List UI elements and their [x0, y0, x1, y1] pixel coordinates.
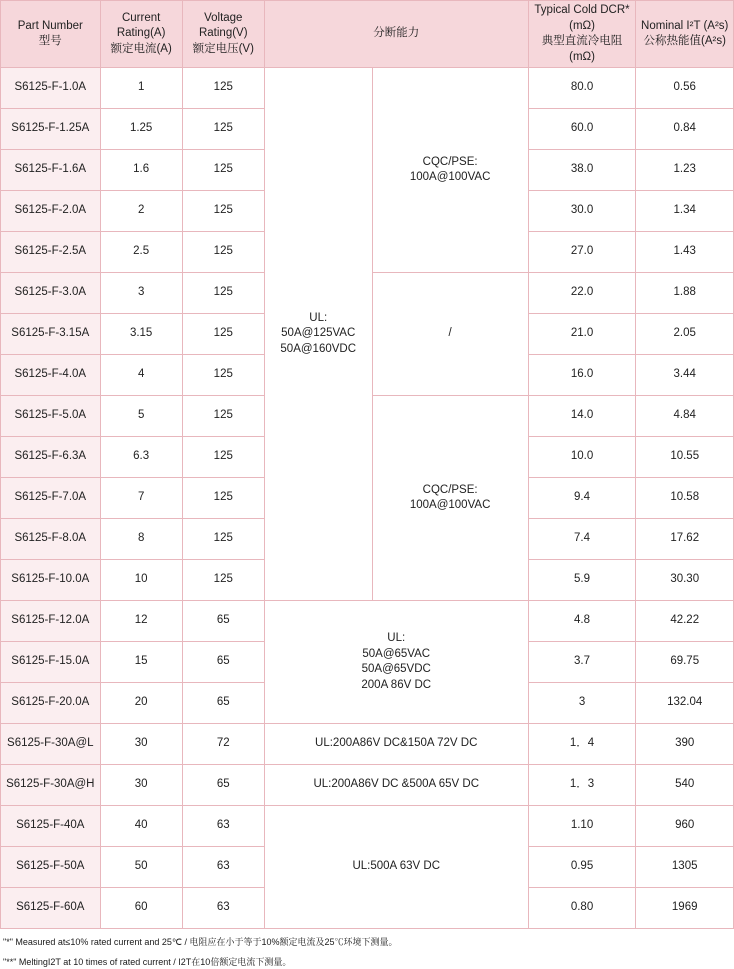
header-current-rating-zh: 额定电流(A) [110, 42, 172, 55]
breaking-ul65-line2: 50A@65VAC [362, 647, 431, 660]
breaking-cqc-top-line1: CQC/PSE: [422, 155, 478, 168]
cell-current-rating: 4 [100, 355, 182, 396]
breaking-cqc-top-line2: 100A@100VAC [409, 171, 491, 184]
cell-part-number: S6125-F-7.0A [1, 478, 101, 519]
cell-current-rating: 2 [100, 191, 182, 232]
cell-cold-resistance: 3.7 [528, 642, 636, 683]
cell-cold-resistance: 60.0 [528, 109, 636, 150]
cell-breaking-capacity-ul125 [264, 68, 372, 601]
cell-cold-resistance: 21.0 [528, 314, 636, 355]
footnote-cold-resistance: "*" Measured at≤10% rated current and 25℃ / 电阻应在小于等于10%额定电流及25℃环境下测量。 [3, 937, 398, 948]
cell-nominal-i2t: 2.05 [636, 314, 734, 355]
breaking-ul65-line3: 50A@65VDC [361, 663, 431, 676]
cell-nominal-i2t: 1.88 [636, 273, 734, 314]
table-row [1, 68, 734, 109]
table-row [1, 601, 734, 642]
cell-cold-resistance: 5.9 [528, 560, 636, 601]
cell-current-rating: 30 [100, 765, 182, 806]
cell-part-number: S6125-F-3.0A [1, 273, 101, 314]
cell-part-number: S6125-F-5.0A [1, 396, 101, 437]
cell-part-number: S6125-F-30A@L [1, 724, 101, 765]
header-nominal-i2t [636, 1, 734, 68]
cell-current-rating: 40 [100, 806, 182, 847]
cell-breaking-capacity-ul65 [264, 601, 528, 724]
cell-breaking-capacity-cqc-top [372, 68, 528, 273]
cell-cold-resistance: 1．4 [528, 724, 636, 765]
cell-part-number: S6125-F-50A [1, 847, 101, 888]
cell-voltage-rating: 125 [182, 68, 264, 109]
cell-voltage-rating: 125 [182, 560, 264, 601]
cell-cold-resistance: 0.95 [528, 847, 636, 888]
cell-nominal-i2t: 10.58 [636, 478, 734, 519]
table-row [1, 806, 734, 847]
cell-part-number: S6125-F-3.15A [1, 314, 101, 355]
breaking-ul125-line2: 50A@125VAC [281, 327, 356, 340]
cell-nominal-i2t: 1.34 [636, 191, 734, 232]
cell-cold-resistance: 10.0 [528, 437, 636, 478]
cell-breaking-capacity-cqc-bottom [372, 396, 528, 601]
cell-breaking-capacity-30al: UL:200A86V DC&150A 72V DC [264, 724, 528, 765]
cell-voltage-rating: 63 [182, 847, 264, 888]
cell-current-rating: 7 [100, 478, 182, 519]
cell-cold-resistance: 0.80 [528, 888, 636, 929]
cell-cold-resistance: 27.0 [528, 232, 636, 273]
cell-part-number: S6125-F-2.5A [1, 232, 101, 273]
table-row [1, 765, 734, 806]
cell-nominal-i2t: 69.75 [636, 642, 734, 683]
cell-current-rating: 8 [100, 519, 182, 560]
cell-cold-resistance: 3 [528, 683, 636, 724]
table-header-row [1, 1, 734, 68]
header-nominal-i2t-zh: 公称热能值(A²s) [643, 35, 726, 48]
cell-voltage-rating: 125 [182, 109, 264, 150]
cell-cold-resistance: 14.0 [528, 396, 636, 437]
cell-nominal-i2t: 390 [636, 724, 734, 765]
breaking-ul125-line3: 50A@160VDC [280, 342, 357, 355]
table-body [1, 68, 734, 929]
cell-voltage-rating: 72 [182, 724, 264, 765]
cell-breaking-capacity-slash: / [372, 273, 528, 396]
cell-current-rating: 20 [100, 683, 182, 724]
header-part-number-en: Part Number [17, 19, 83, 32]
cell-voltage-rating: 125 [182, 437, 264, 478]
cell-voltage-rating: 63 [182, 806, 264, 847]
cell-nominal-i2t: 1305 [636, 847, 734, 888]
table-row [1, 724, 734, 765]
cell-voltage-rating: 125 [182, 314, 264, 355]
breaking-ul65-line4: 200A 86V DC [361, 678, 432, 691]
breaking-cqc-bottom-line2: 100A@100VAC [409, 499, 491, 512]
header-cold-resistance-zh: 典型直流冷电阻(mΩ) [541, 35, 623, 63]
header-voltage-rating-zh: 额定电压(V) [192, 42, 254, 55]
cell-nominal-i2t: 17.62 [636, 519, 734, 560]
breaking-cqc-bottom-line1: CQC/PSE: [422, 483, 478, 496]
cell-nominal-i2t: 960 [636, 806, 734, 847]
cell-nominal-i2t: 4.84 [636, 396, 734, 437]
cell-nominal-i2t: 0.56 [636, 68, 734, 109]
cell-voltage-rating: 125 [182, 191, 264, 232]
cell-part-number: S6125-F-1.25A [1, 109, 101, 150]
cell-part-number: S6125-F-8.0A [1, 519, 101, 560]
cell-breaking-capacity-30ah: UL:200A86V DC &500A 65V DC [264, 765, 528, 806]
table-footnotes [0, 936, 734, 969]
cell-current-rating: 5 [100, 396, 182, 437]
cell-cold-resistance: 80.0 [528, 68, 636, 109]
cell-cold-resistance: 38.0 [528, 150, 636, 191]
cell-part-number: S6125-F-15.0A [1, 642, 101, 683]
cell-voltage-rating: 65 [182, 683, 264, 724]
cell-cold-resistance: 16.0 [528, 355, 636, 396]
cell-part-number: S6125-F-1.6A [1, 150, 101, 191]
cell-current-rating: 2.5 [100, 232, 182, 273]
cell-voltage-rating: 125 [182, 273, 264, 314]
cell-voltage-rating: 125 [182, 478, 264, 519]
cell-nominal-i2t: 0.84 [636, 109, 734, 150]
cell-current-rating: 60 [100, 888, 182, 929]
cell-voltage-rating: 125 [182, 150, 264, 191]
cell-voltage-rating: 125 [182, 355, 264, 396]
cell-breaking-capacity-63v: UL:500A 63V DC [264, 806, 528, 929]
cell-nominal-i2t: 3.44 [636, 355, 734, 396]
cell-cold-resistance: 7.4 [528, 519, 636, 560]
header-nominal-i2t-en: Nominal I²T (A²s) [641, 19, 729, 32]
header-voltage-rating-en: Voltage Rating(V) [198, 11, 248, 40]
cell-part-number: S6125-F-2.0A [1, 191, 101, 232]
cell-current-rating: 1.6 [100, 150, 182, 191]
cell-part-number: S6125-F-30A@H [1, 765, 101, 806]
cell-part-number: S6125-F-1.0A [1, 68, 101, 109]
cell-cold-resistance: 22.0 [528, 273, 636, 314]
cell-voltage-rating: 63 [182, 888, 264, 929]
header-current-rating-en: Current Rating(A) [116, 11, 166, 40]
cell-voltage-rating: 65 [182, 601, 264, 642]
cell-part-number: S6125-F-6.3A [1, 437, 101, 478]
cell-cold-resistance: 9.4 [528, 478, 636, 519]
cell-nominal-i2t: 10.55 [636, 437, 734, 478]
cell-part-number: S6125-F-20.0A [1, 683, 101, 724]
cell-current-rating: 10 [100, 560, 182, 601]
cell-current-rating: 50 [100, 847, 182, 888]
cell-part-number: S6125-F-12.0A [1, 601, 101, 642]
cell-part-number: S6125-F-4.0A [1, 355, 101, 396]
cell-cold-resistance: 30.0 [528, 191, 636, 232]
cell-current-rating: 1 [100, 68, 182, 109]
breaking-ul65-line1: UL: [387, 632, 406, 645]
cell-current-rating: 3 [100, 273, 182, 314]
cell-current-rating: 15 [100, 642, 182, 683]
cell-voltage-rating: 125 [182, 396, 264, 437]
header-breaking-capacity-zh: 分断能力 [373, 27, 420, 40]
header-part-number-zh: 型号 [38, 35, 62, 48]
breaking-ul125-line1: UL: [309, 311, 328, 324]
cell-cold-resistance: 4.8 [528, 601, 636, 642]
cell-nominal-i2t: 1.43 [636, 232, 734, 273]
cell-nominal-i2t: 1969 [636, 888, 734, 929]
cell-part-number: S6125-F-60A [1, 888, 101, 929]
cell-current-rating: 3.15 [100, 314, 182, 355]
header-cold-resistance-en: Typical Cold DCR* (mΩ) [534, 4, 630, 32]
cell-nominal-i2t: 42.22 [636, 601, 734, 642]
cell-current-rating: 6.3 [100, 437, 182, 478]
cell-part-number: S6125-F-10.0A [1, 560, 101, 601]
cell-voltage-rating: 125 [182, 232, 264, 273]
header-current-rating [100, 1, 182, 68]
cell-cold-resistance: 1．3 [528, 765, 636, 806]
footnote-melting-i2t: "**" MeltingI2T at 10 times of rated current / I2T在10倍额定电流下测量。 [3, 956, 292, 967]
cell-voltage-rating: 65 [182, 765, 264, 806]
cell-nominal-i2t: 540 [636, 765, 734, 806]
cell-voltage-rating: 125 [182, 519, 264, 560]
cell-nominal-i2t: 1.23 [636, 150, 734, 191]
cell-current-rating: 12 [100, 601, 182, 642]
cell-nominal-i2t: 132.04 [636, 683, 734, 724]
cell-voltage-rating: 65 [182, 642, 264, 683]
cell-part-number: S6125-F-40A [1, 806, 101, 847]
cell-current-rating: 30 [100, 724, 182, 765]
header-cold-resistance [528, 1, 636, 68]
header-voltage-rating [182, 1, 264, 68]
cell-cold-resistance: 1.10 [528, 806, 636, 847]
header-part-number [1, 1, 101, 68]
cell-nominal-i2t: 30.30 [636, 560, 734, 601]
header-breaking-capacity [264, 1, 528, 68]
cell-current-rating: 1.25 [100, 109, 182, 150]
